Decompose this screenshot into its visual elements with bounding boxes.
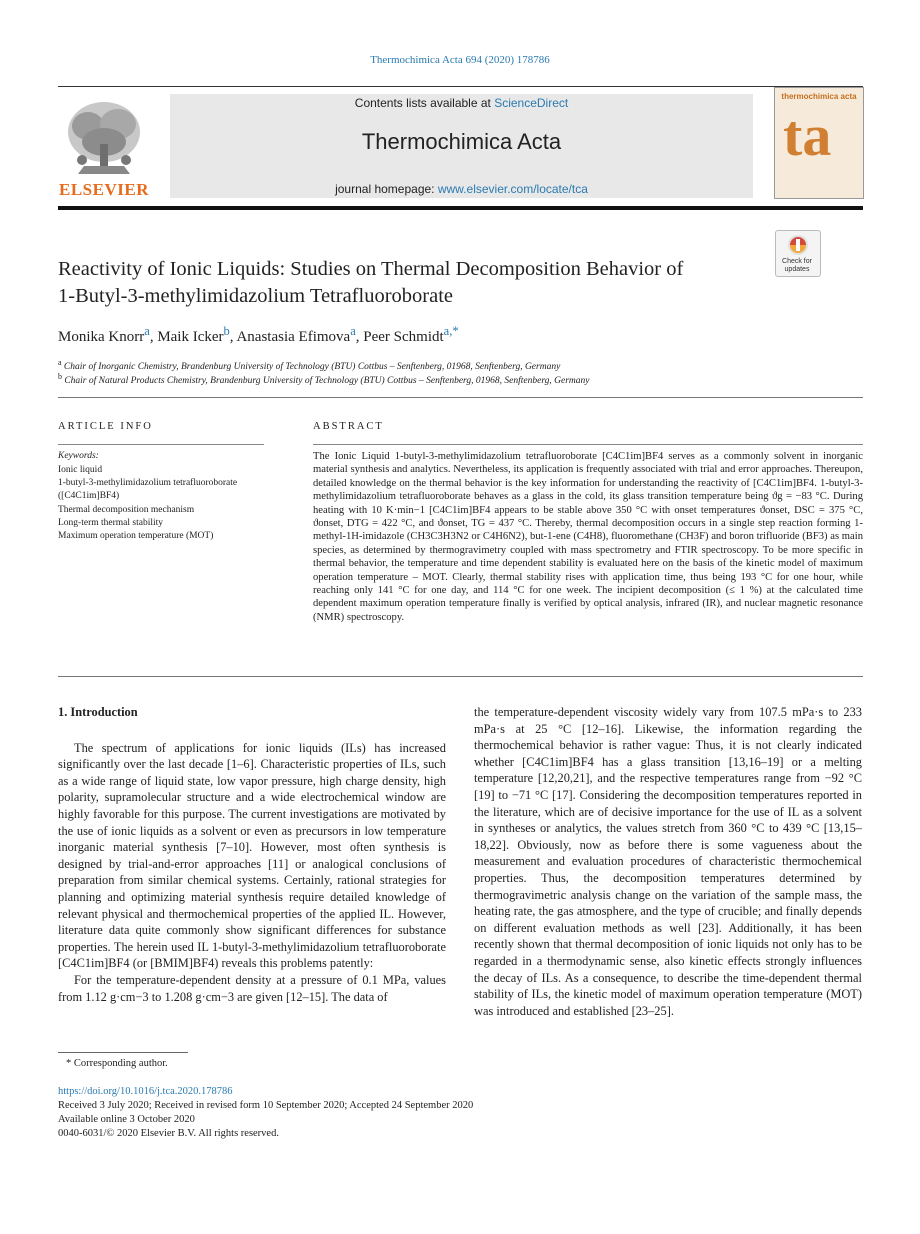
check-updates-line1: Check for xyxy=(782,258,812,265)
header-top-rule xyxy=(58,86,863,87)
author-list: Monika Knorr$^a$, Maik Icker$^b$, Anastasia Efimova$^a$, Peer Schmidt$^{a,*}$ xyxy=(58,324,459,345)
doi-link[interactable]: https://doi.org/10.1016/j.tca.2020.178786 xyxy=(58,1086,233,1097)
abstract-heading: ABSTRACT xyxy=(313,421,384,432)
check-updates-label xyxy=(775,258,819,274)
affiliation-a: $^a$ Chair of Inorganic Chemistry, Brandenburg University of Technology (BTU) Cottbus – Senftenberg, 01968, Senftenberg, Germany xyxy=(58,358,561,373)
body-column-right xyxy=(474,704,862,1019)
journal-citation[interactable]: Thermochimica Acta 694 (2020) 178786 xyxy=(370,54,550,66)
author-affiliation-mark[interactable]: a,* xyxy=(443,324,459,338)
keyword-item: Long-term thermal stability xyxy=(58,517,164,528)
author-name: Peer Schmidt xyxy=(363,329,444,345)
article-title xyxy=(58,256,778,310)
abstract-bottom-rule xyxy=(58,676,863,677)
elsevier-wordmark: ELSEVIER xyxy=(59,180,149,199)
author-name: Maik Icker xyxy=(157,329,224,345)
body-column-left xyxy=(58,704,446,1005)
abstract-text: The Ionic Liquid 1-butyl-3-methylimidazolium tetrafluoroborate [C4C1im]BF4 serves as a commonly solvent in inorganic material synthesis and analytics. Nevertheless, its application is frequently associated with trial and error approaches. Thereupon, detailed knowledge on the thermal behavior is the key information for understanding the reactivity of [C4C1im]BF4. 1-butyl-3-methylimidazolium tetrafluoroborate behaves as a glass in the cold, its glass transition temperature being ϑg = −83 °C. During heating with 10 K·min−1 [C4C1im]BF4 appears to be stable above 350 °C with onset temperatures ϑonset, DSC = 375 °C, ϑonset, DTG = 422 °C, and ϑonset, TG = 437 °C. Thereby, thermal decomposition occurs in a single step reaction forming 1-methyl-1H-imidazole (CH3C3H3N2 or C4H6N2), but-1-ene (C4H8), fluoromethane (CH3F) and boron trifluoride (BF3) as main species, as determined by thermogravimetry coupled with mass spectrometry and FTIR spectroscopy. To be more specific in thermal behavior, the temperature and time dependent stability is evaluated here on the basis of the kinetic model of maximum operation temperature – MOT. Clearly, thermal stability rises with application time, thus being 193 °C for one hour, while reaching only 141 °C for one day, and 114 °C for one week. The incipient decomposition (≤ 1 %) at the calculated time dependent maximum operation temperature finally is verified by optical analysis, infrared (IR), and nuclear magnetic resonance (NMR) spectroscopy. xyxy=(313,451,863,623)
intro-paragraph-continued: the temperature-dependent viscosity widely vary from 107.5 mPa·s to 233 mPa·s at 25 °C [12–16]. Likewise, the information regarding the thermochemical behavior is rather vague: Thus, it is not clearly indicated whether [C4C1im]BF4 has a glass transition [13,16–19] or a melting temperature [12,20,21], and the respective temperatures range from −92 °C [19] to −71 °C [17]. Considering the decomposition temperatures reported in the literature, which are of decisive importance for the use of IL as a solvent in syntheses or analytics, the values stretch from 360 °C to 439 °C [13,15–18,22]. Obviously, now as before there is some vagueness about the measurement and evaluation procedures of characteristic thermochemical properties. Thus, the decomposition temperatures determined by thermogravimetric analysis change on the variation of the sample mass, the heating rate, the gas atmosphere, and the type of crucible; and finally depends on different evaluation methods as well [23]. Additionally, it has been recently shown that thermal decomposition of ionic liquids not only has to be regarded in a thermodynamic sense, also kinetic effects strongly influences the decay of ILs. As a consequence, to describe the time-dependent thermal stability of ILs, the kinetic model of maximum operation temperature (MOT) was introduced and established [23–25]. xyxy=(474,705,862,1018)
cover-mark: ta xyxy=(783,103,832,168)
article-history xyxy=(58,1085,473,1141)
keywords-label: Keywords: xyxy=(58,451,99,461)
homepage-prefix: journal homepage: xyxy=(335,182,438,196)
contents-prefix: Contents lists available at xyxy=(354,96,495,110)
journal-cover-thumbnail[interactable] xyxy=(774,87,864,199)
homepage-line xyxy=(170,182,753,196)
contents-line xyxy=(170,96,753,110)
article-info-heading: ARTICLE INFO xyxy=(58,421,153,432)
header-thick-rule xyxy=(58,206,863,210)
keyword-item: Ionic liquid xyxy=(58,465,103,475)
sciencedirect-link[interactable]: ScienceDirect xyxy=(494,96,569,110)
article-info-rule xyxy=(58,444,264,445)
footnote-rule xyxy=(58,1052,188,1053)
check-updates-line2: updates xyxy=(784,266,810,273)
corresponding-author-footnote: * Corresponding author. xyxy=(66,1058,168,1069)
title-line-1: Reactivity of Ionic Liquids: Studies on Thermal Decomposition Behavior of xyxy=(58,258,684,280)
received-dates: Received 3 July 2020; Received in revised form 10 September 2020; Accepted 24 September 2020 xyxy=(58,1100,474,1111)
homepage-link[interactable]: www.elsevier.com/locate/tca xyxy=(437,182,588,196)
author-name: Anastasia Efimova xyxy=(236,329,351,345)
author-affiliation-mark[interactable]: a xyxy=(144,324,150,338)
intro-paragraph-2: For the temperature-dependent density at a pressure of 0.1 MPa, values from 1.12 g·cm−3 to 1.208 g·cm−3 are given [12–15]. The data of xyxy=(58,972,446,1004)
cover-title: thermochimica acta xyxy=(781,92,857,101)
affiliation-rule xyxy=(58,397,863,398)
affiliation-a-text: Chair of Inorganic Chemistry, Brandenburg University of Technology (BTU) Cottbus – Senftenberg, 01968, Senftenberg, Germany xyxy=(63,362,561,373)
author-name: Monika Knorr xyxy=(58,329,145,345)
keyword-item: ([C4C1im]BF4) xyxy=(58,491,120,502)
journal-title: Thermochimica Acta xyxy=(361,129,562,154)
author-affiliation-mark[interactable]: a xyxy=(350,324,356,338)
affiliation-b-text: Chair of Natural Products Chemistry, Brandenburg University of Technology (BTU) Cottbus – Senftenberg, 01968, Senftenberg, Germany xyxy=(64,376,590,387)
keyword-item: Thermal decomposition mechanism xyxy=(58,504,195,515)
copyright-notice: 0040-6031/© 2020 Elsevier B.V. All rights reserved. xyxy=(58,1128,279,1139)
affiliation-b: $^b$ Chair of Natural Products Chemistry, Brandenburg University of Technology (BTU) Cottbus – Senftenberg, 01968, Senftenberg, Germany xyxy=(58,372,590,387)
author-affiliation-mark[interactable]: b xyxy=(223,324,230,338)
introduction-heading: 1. Introduction xyxy=(58,705,138,719)
intro-paragraph-1: The spectrum of applications for ionic liquids (ILs) has increased significantly over the last decade [1–6]. Characteristic properties of ILs, such as a wide range of liquid state, low vapor pressure, high charge density, high polarity, supramolecular structure and a wide electrochemical window are highly favorable for this purpose. The current investigations are motivated by the use of ionic liquids as a solvent or even as precursors in low temperature inorganic material synthesis [7–10]. However, most often synthesis is designed by trial-and-error approaches [11] or analogical conclusions of preparation from similar chemical systems. Certainly, rational strategies for planning and optimizing material synthesis require detailed knowledge of relevant physical and thermochemical properties of the applied IL. However, literature data quite commonly show significant differences for substance properties. The herein used IL 1-butyl-3-methylimidazolium tetrafluoroborate [C4C1im]BF4 (or [BMIM]BF4) reveals this problems patently: xyxy=(58,740,446,971)
keywords-list xyxy=(58,464,273,543)
abstract-rule xyxy=(313,444,863,445)
available-online: Available online 3 October 2020 xyxy=(58,1114,195,1125)
title-line-2: 1-Butyl-3-methylimidazolium Tetrafluoroborate xyxy=(58,285,453,307)
check-updates-icon xyxy=(776,231,820,257)
keyword-item: Maximum operation temperature (MOT) xyxy=(58,531,214,542)
keyword-item: 1-butyl-3-methylimidazolium tetrafluoroborate xyxy=(58,478,238,489)
